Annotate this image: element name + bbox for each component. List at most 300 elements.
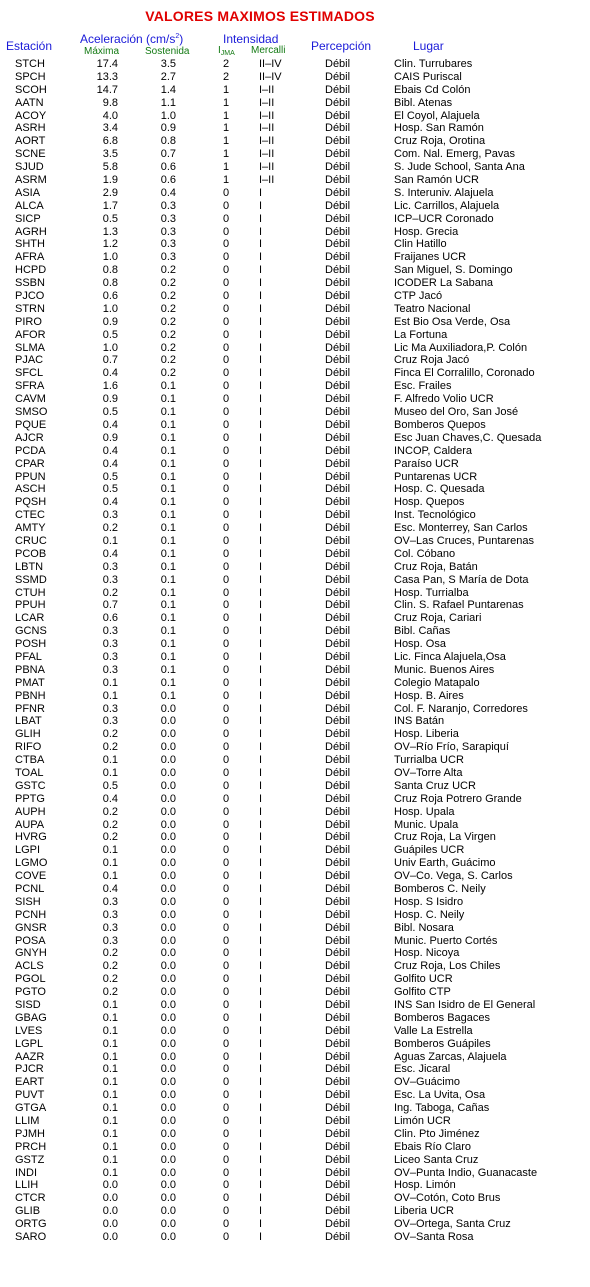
perception: Débil xyxy=(325,908,351,921)
station-code: HCPD xyxy=(15,264,47,277)
location: Bibl. Cañas xyxy=(394,625,451,638)
station-code: LGPL xyxy=(15,1037,44,1050)
mercalli-intensity: I xyxy=(259,238,263,251)
table-row xyxy=(0,445,590,458)
max-acceleration: 0.1 xyxy=(102,1024,118,1037)
perception: Débil xyxy=(325,805,351,818)
sustained-acceleration: 0.0 xyxy=(160,999,176,1012)
jma-intensity: 1 xyxy=(223,83,230,96)
max-acceleration: 0.2 xyxy=(102,522,118,535)
max-acceleration: 0.2 xyxy=(102,973,118,986)
table-row xyxy=(0,432,590,445)
table-row xyxy=(0,703,590,716)
mercalli-intensity: I xyxy=(259,264,263,277)
jma-intensity: 0 xyxy=(223,1089,230,1102)
perception: Débil xyxy=(325,1050,351,1063)
table-row xyxy=(0,187,590,200)
table-row xyxy=(0,1205,590,1218)
sustained-acceleration: 0.0 xyxy=(160,1127,176,1140)
location: INS San Isidro de El General xyxy=(394,999,536,1012)
location: Lic Ma Auxiliadora,P. Colón xyxy=(394,341,528,354)
sustained-acceleration: 0.0 xyxy=(160,715,176,728)
sustained-acceleration: 0.0 xyxy=(160,754,176,767)
station-code: PFNR xyxy=(15,702,45,715)
location: Hosp. Upala xyxy=(394,805,455,818)
table-row xyxy=(0,690,590,703)
jma-intensity: 0 xyxy=(223,715,230,728)
mercalli-intensity: I xyxy=(259,805,263,818)
max-acceleration: 0.9 xyxy=(102,393,118,406)
mercalli-intensity: I xyxy=(259,831,263,844)
station-code: SPCH xyxy=(15,70,46,83)
perception: Débil xyxy=(325,341,351,354)
max-acceleration: 0.9 xyxy=(102,431,118,444)
max-acceleration: 1.9 xyxy=(102,174,118,187)
sustained-acceleration: 0.1 xyxy=(160,625,176,638)
max-acceleration: 3.4 xyxy=(102,122,118,135)
table-row xyxy=(0,1012,590,1025)
table-row xyxy=(0,522,590,535)
perception: Débil xyxy=(325,161,351,174)
perception: Débil xyxy=(325,380,351,393)
station-code: AUPH xyxy=(15,805,46,818)
perception: Débil xyxy=(325,921,351,934)
perception: Débil xyxy=(325,315,351,328)
jma-intensity: 0 xyxy=(223,960,230,973)
max-acceleration: 14.7 xyxy=(96,83,118,96)
max-acceleration: 0.7 xyxy=(102,354,118,367)
location: Esc. Frailes xyxy=(394,380,452,393)
max-acceleration: 9.8 xyxy=(102,96,118,109)
perception: Débil xyxy=(325,766,351,779)
table-row xyxy=(0,883,590,896)
table-row xyxy=(0,277,590,290)
mercalli-intensity: I xyxy=(259,934,263,947)
mercalli-intensity: I xyxy=(259,1011,263,1024)
table-row xyxy=(0,819,590,832)
jma-intensity: 1 xyxy=(223,109,230,122)
mercalli-intensity: I–II xyxy=(259,161,275,174)
sustained-acceleration: 0.0 xyxy=(160,1089,176,1102)
mercalli-intensity: I xyxy=(259,883,263,895)
sustained-acceleration: 0.0 xyxy=(160,792,176,805)
table-row xyxy=(0,587,590,600)
perception: Débil xyxy=(325,406,351,419)
table-row xyxy=(0,1154,590,1167)
location: San Ramón UCR xyxy=(394,174,479,187)
header-ijma xyxy=(218,45,235,56)
station-code: LLIH xyxy=(15,1179,39,1192)
perception: Débil xyxy=(325,225,351,238)
max-acceleration: 0.6 xyxy=(102,612,118,625)
perception: Débil xyxy=(325,1063,351,1076)
station-code: GLIB xyxy=(15,1205,41,1218)
max-acceleration: 17.4 xyxy=(96,58,118,70)
perception: Débil xyxy=(325,251,351,264)
jma-intensity: 0 xyxy=(223,831,230,844)
station-table xyxy=(0,58,590,1244)
mercalli-intensity: I xyxy=(259,470,263,483)
max-acceleration: 1.0 xyxy=(102,302,118,315)
jma-intensity: 0 xyxy=(223,650,230,663)
jma-intensity: 2 xyxy=(223,58,230,70)
sustained-acceleration: 0.1 xyxy=(160,612,176,625)
max-acceleration: 0.4 xyxy=(102,792,118,805)
max-acceleration: 0.9 xyxy=(102,315,118,328)
sustained-acceleration: 0.9 xyxy=(160,122,176,135)
location: Cruz Roja, Los Chiles xyxy=(394,960,501,973)
table-row xyxy=(0,1141,590,1154)
sustained-acceleration: 0.0 xyxy=(160,728,176,741)
max-acceleration: 0.4 xyxy=(102,367,118,380)
table-row xyxy=(0,97,590,110)
sustained-acceleration: 0.0 xyxy=(160,960,176,973)
perception: Débil xyxy=(325,1024,351,1037)
location: Hosp. San Ramón xyxy=(394,122,484,135)
table-row xyxy=(0,1089,590,1102)
table-row xyxy=(0,1167,590,1180)
table-row xyxy=(0,535,590,548)
mercalli-intensity: I xyxy=(259,870,263,883)
jma-intensity: 0 xyxy=(223,934,230,947)
max-acceleration: 2.9 xyxy=(102,186,118,199)
sustained-acceleration: 0.2 xyxy=(160,264,176,277)
sustained-acceleration: 0.0 xyxy=(160,1218,176,1231)
mercalli-intensity: I xyxy=(259,844,263,857)
max-acceleration: 0.2 xyxy=(102,805,118,818)
station-code: PJMH xyxy=(15,1127,45,1140)
max-acceleration: 1.3 xyxy=(102,225,118,238)
jma-intensity: 0 xyxy=(223,225,230,238)
perception: Débil xyxy=(325,483,351,496)
station-code: ACLS xyxy=(15,960,44,973)
perception: Débil xyxy=(325,715,351,728)
location: Hosp. Osa xyxy=(394,638,446,651)
table-row xyxy=(0,458,590,471)
location: OV–Santa Rosa xyxy=(394,1231,474,1244)
table-row xyxy=(0,316,590,329)
station-code: PJAC xyxy=(15,354,44,367)
max-acceleration: 0.1 xyxy=(102,1140,118,1153)
max-acceleration: 0.6 xyxy=(102,290,118,303)
mercalli-intensity: I xyxy=(259,702,263,715)
table-row xyxy=(0,728,590,741)
jma-intensity: 0 xyxy=(223,599,230,612)
mercalli-intensity: I xyxy=(259,676,263,689)
station-code: SJUD xyxy=(15,161,44,174)
table-row xyxy=(0,999,590,1012)
sustained-acceleration: 0.2 xyxy=(160,367,176,380)
table-row xyxy=(0,1038,590,1051)
perception: Débil xyxy=(325,470,351,483)
sustained-acceleration: 0.3 xyxy=(160,199,176,212)
station-code: AAZR xyxy=(15,1050,45,1063)
sustained-acceleration: 0.2 xyxy=(160,277,176,290)
table-row xyxy=(0,741,590,754)
perception: Débil xyxy=(325,199,351,212)
mercalli-intensity: I xyxy=(259,380,263,393)
sustained-acceleration: 0.0 xyxy=(160,844,176,857)
mercalli-intensity: I xyxy=(259,663,263,676)
max-acceleration: 0.0 xyxy=(102,1218,118,1231)
station-code: GTGA xyxy=(15,1102,47,1115)
jma-intensity: 0 xyxy=(223,973,230,986)
jma-intensity: 0 xyxy=(223,496,230,509)
max-acceleration: 0.3 xyxy=(102,560,118,573)
perception: Débil xyxy=(325,1205,351,1218)
mercalli-intensity: I xyxy=(259,986,263,999)
jma-intensity: 0 xyxy=(223,1218,230,1231)
perception: Débil xyxy=(325,883,351,895)
station-code: SISH xyxy=(15,895,41,908)
mercalli-intensity: I xyxy=(259,341,263,354)
table-row xyxy=(0,200,590,213)
mercalli-intensity: I xyxy=(259,1231,263,1244)
jma-intensity: 0 xyxy=(223,186,230,199)
station-code: LLIM xyxy=(15,1115,40,1128)
mercalli-intensity: I xyxy=(259,457,263,470)
mercalli-intensity: I xyxy=(259,406,263,419)
mercalli-intensity: I xyxy=(259,496,263,509)
max-acceleration: 0.5 xyxy=(102,212,118,225)
perception: Débil xyxy=(325,212,351,225)
jma-intensity: 0 xyxy=(223,1024,230,1037)
location: Bomberos C. Neily xyxy=(394,883,486,895)
location: Puntarenas UCR xyxy=(394,470,478,483)
perception: Débil xyxy=(325,689,351,702)
jma-intensity: 0 xyxy=(223,560,230,573)
sustained-acceleration: 0.1 xyxy=(160,586,176,599)
mercalli-intensity: I–II xyxy=(259,148,275,161)
perception: Débil xyxy=(325,1089,351,1102)
jma-intensity: 1 xyxy=(223,135,230,148)
table-row xyxy=(0,857,590,870)
sustained-acceleration: 1.4 xyxy=(160,83,176,96)
perception: Débil xyxy=(325,83,351,96)
station-code: SMSO xyxy=(15,406,48,419)
location: Bibl. Atenas xyxy=(394,96,453,109)
jma-intensity: 0 xyxy=(223,857,230,870)
station-code: CAVM xyxy=(15,393,46,406)
perception: Débil xyxy=(325,1076,351,1089)
station-code: PMAT xyxy=(15,676,45,689)
location: INCOP, Caldera xyxy=(394,444,473,457)
perception: Débil xyxy=(325,741,351,754)
station-code: GNYH xyxy=(15,947,47,960)
perception: Débil xyxy=(325,844,351,857)
table-row xyxy=(0,342,590,355)
mercalli-intensity: I xyxy=(259,1192,263,1205)
max-acceleration: 0.1 xyxy=(102,844,118,857)
station-code: SARO xyxy=(15,1231,47,1244)
table-row xyxy=(0,844,590,857)
location: Santa Cruz UCR xyxy=(394,779,476,792)
mercalli-intensity: I xyxy=(259,908,263,921)
jma-intensity: 0 xyxy=(223,779,230,792)
table-row xyxy=(0,1025,590,1038)
perception: Débil xyxy=(325,431,351,444)
perception: Débil xyxy=(325,947,351,960)
sustained-acceleration: 3.5 xyxy=(160,58,176,70)
station-code: ORTG xyxy=(15,1218,47,1231)
mercalli-intensity: I xyxy=(259,277,263,290)
jma-intensity: 0 xyxy=(223,1115,230,1128)
perception: Débil xyxy=(325,122,351,135)
station-code: RIFO xyxy=(15,741,42,754)
mercalli-intensity: I xyxy=(259,599,263,612)
max-acceleration: 0.1 xyxy=(102,534,118,547)
location: Bibl. Nosara xyxy=(394,921,454,934)
perception: Débil xyxy=(325,831,351,844)
max-acceleration: 0.1 xyxy=(102,766,118,779)
header-ijma-i: I xyxy=(218,45,221,56)
perception: Débil xyxy=(325,625,351,638)
table-row xyxy=(0,715,590,728)
mercalli-intensity: I xyxy=(259,573,263,586)
sustained-acceleration: 0.1 xyxy=(160,393,176,406)
max-acceleration: 0.4 xyxy=(102,418,118,431)
station-code: PCNL xyxy=(15,883,45,895)
perception: Débil xyxy=(325,96,351,109)
jma-intensity: 0 xyxy=(223,676,230,689)
mercalli-intensity: I xyxy=(259,689,263,702)
station-code: SISD xyxy=(15,999,41,1012)
location: Esc Juan Chaves,C. Quesada xyxy=(394,431,542,444)
perception: Débil xyxy=(325,857,351,870)
table-row xyxy=(0,1063,590,1076)
location: Fraijanes UCR xyxy=(394,251,467,264)
perception: Débil xyxy=(325,418,351,431)
perception: Débil xyxy=(325,1037,351,1050)
jma-intensity: 0 xyxy=(223,1127,230,1140)
perception: Débil xyxy=(325,135,351,148)
sustained-acceleration: 0.6 xyxy=(160,161,176,174)
location: Hosp. Turrialba xyxy=(394,586,469,599)
max-acceleration: 1.2 xyxy=(102,238,118,251)
table-row xyxy=(0,122,590,135)
station-code: AORT xyxy=(15,135,46,148)
jma-intensity: 0 xyxy=(223,199,230,212)
perception: Débil xyxy=(325,302,351,315)
jma-intensity: 0 xyxy=(223,689,230,702)
location: Museo del Oro, San José xyxy=(394,406,519,419)
sustained-acceleration: 0.6 xyxy=(160,174,176,187)
perception: Débil xyxy=(325,444,351,457)
max-acceleration: 0.3 xyxy=(102,895,118,908)
station-code: PGOL xyxy=(15,973,46,986)
location: OV–Río Frío, Sarapiquí xyxy=(394,741,509,754)
mercalli-intensity: I xyxy=(259,509,263,522)
location: OV–Las Cruces, Puntarenas xyxy=(394,534,535,547)
jma-intensity: 0 xyxy=(223,444,230,457)
perception: Débil xyxy=(325,109,351,122)
max-acceleration: 0.3 xyxy=(102,715,118,728)
mercalli-intensity: I xyxy=(259,1140,263,1153)
location: Hosp. Limón xyxy=(394,1179,456,1192)
header-intensidad: Intensidad xyxy=(223,32,279,46)
station-code: GSTZ xyxy=(15,1153,45,1166)
perception: Débil xyxy=(325,1218,351,1231)
max-acceleration: 0.4 xyxy=(102,457,118,470)
sustained-acceleration: 0.1 xyxy=(160,444,176,457)
sustained-acceleration: 0.1 xyxy=(160,470,176,483)
sustained-acceleration: 0.0 xyxy=(160,1011,176,1024)
location: Hosp. Quepos xyxy=(394,496,465,509)
mercalli-intensity: I xyxy=(259,1024,263,1037)
station-code: GBAG xyxy=(15,1011,47,1024)
mercalli-intensity: I xyxy=(259,186,263,199)
jma-intensity: 0 xyxy=(223,509,230,522)
perception: Débil xyxy=(325,238,351,251)
sustained-acceleration: 0.1 xyxy=(160,418,176,431)
perception: Débil xyxy=(325,870,351,883)
location: CAIS Puriscal xyxy=(394,70,462,83)
table-row xyxy=(0,238,590,251)
max-acceleration: 0.3 xyxy=(102,702,118,715)
station-code: PJCO xyxy=(15,290,45,303)
location: Golfito UCR xyxy=(394,973,453,986)
perception: Débil xyxy=(325,599,351,612)
table-row xyxy=(0,161,590,174)
table-row xyxy=(0,780,590,793)
mercalli-intensity: I xyxy=(259,999,263,1012)
max-acceleration: 0.7 xyxy=(102,599,118,612)
jma-intensity: 0 xyxy=(223,483,230,496)
jma-intensity: 0 xyxy=(223,754,230,767)
max-acceleration: 0.3 xyxy=(102,573,118,586)
table-row xyxy=(0,174,590,187)
table-row xyxy=(0,909,590,922)
location: OV–Cotón, Coto Brus xyxy=(394,1192,501,1205)
perception: Débil xyxy=(325,354,351,367)
station-code: PPUN xyxy=(15,470,46,483)
mercalli-intensity: I xyxy=(259,328,263,341)
max-acceleration: 0.1 xyxy=(102,1089,118,1102)
mercalli-intensity: I–II xyxy=(259,135,275,148)
max-acceleration: 0.3 xyxy=(102,908,118,921)
max-acceleration: 0.3 xyxy=(102,625,118,638)
sustained-acceleration: 0.0 xyxy=(160,1115,176,1128)
location: San Miguel, S. Domingo xyxy=(394,264,513,277)
station-code: LGPI xyxy=(15,844,41,857)
location: Hosp. Nicoya xyxy=(394,947,460,960)
location: Hosp. S Isidro xyxy=(394,895,464,908)
station-code: POSH xyxy=(15,638,47,651)
mercalli-intensity: I xyxy=(259,857,263,870)
station-code: GNSR xyxy=(15,921,47,934)
jma-intensity: 0 xyxy=(223,1011,230,1024)
max-acceleration: 5.8 xyxy=(102,161,118,174)
location: Clin. Pto Jiménez xyxy=(394,1127,480,1140)
sustained-acceleration: 0.0 xyxy=(160,947,176,960)
station-code: ALCA xyxy=(15,199,44,212)
max-acceleration: 0.2 xyxy=(102,947,118,960)
location: Munic. Puerto Cortés xyxy=(394,934,498,947)
location: Cruz Roja, La Virgen xyxy=(394,831,496,844)
jma-intensity: 0 xyxy=(223,1153,230,1166)
perception: Débil xyxy=(325,1102,351,1115)
location: ICP–UCR Coronado xyxy=(394,212,494,225)
table-row xyxy=(0,896,590,909)
location: Inst. Tecnológico xyxy=(394,509,476,522)
perception: Débil xyxy=(325,277,351,290)
mercalli-intensity: I xyxy=(259,199,263,212)
perception: Débil xyxy=(325,290,351,303)
max-acceleration: 4.0 xyxy=(102,109,118,122)
location: Casa Pan, S María de Dota xyxy=(394,573,529,586)
table-row xyxy=(0,84,590,97)
location: La Fortuna xyxy=(394,328,448,341)
